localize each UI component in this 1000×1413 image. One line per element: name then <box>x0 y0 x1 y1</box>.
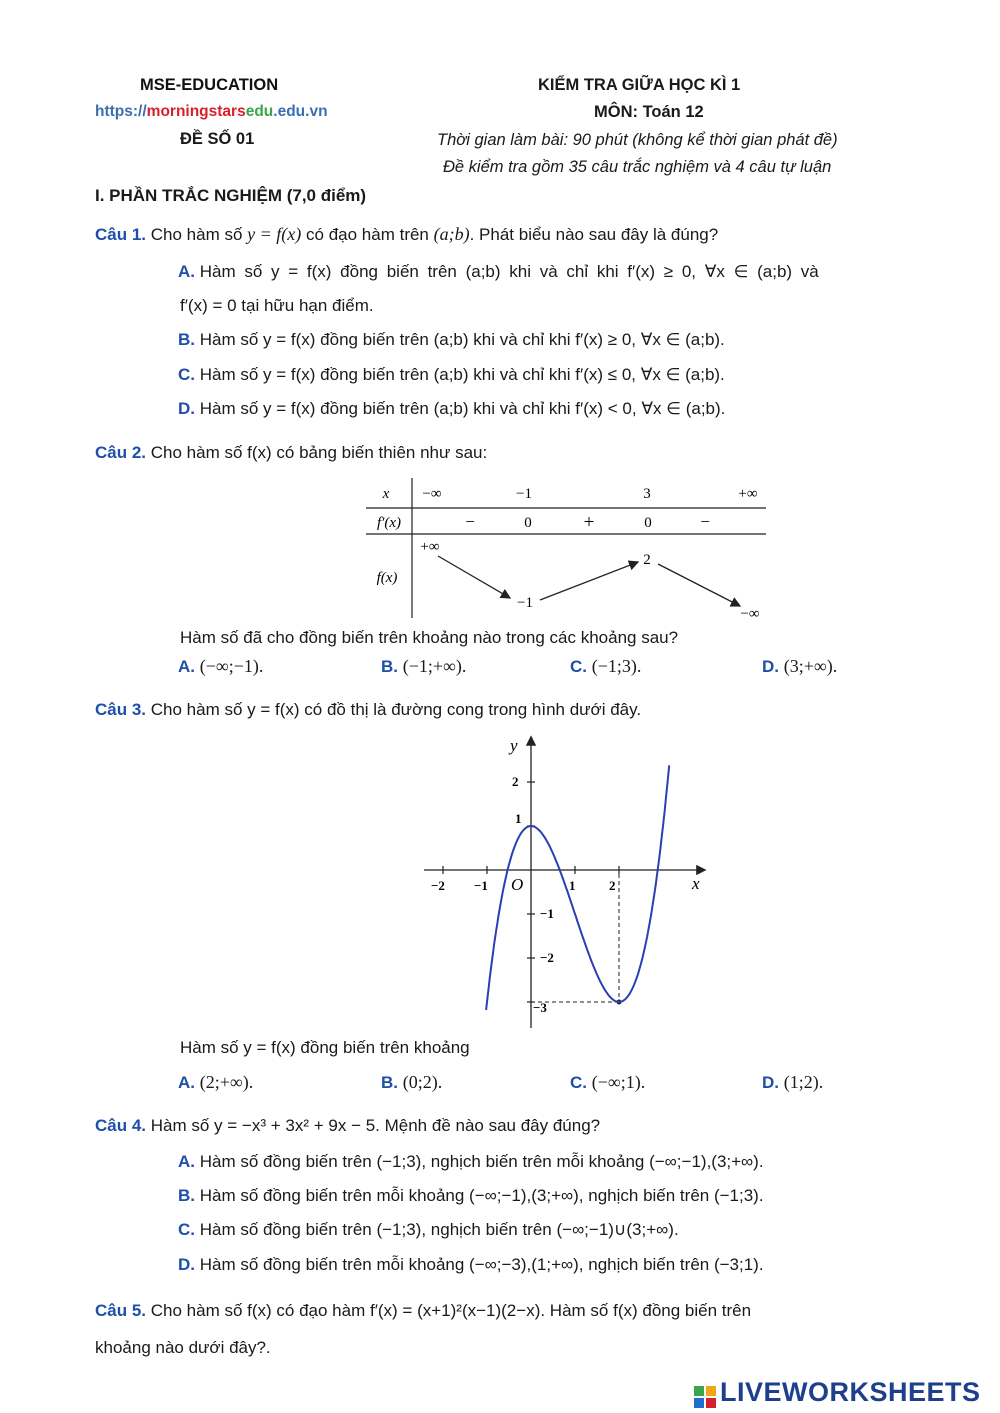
url-brand: morningstars <box>146 103 246 120</box>
table-f-value-3: 2 <box>643 552 651 568</box>
table-arrow-up <box>540 562 638 600</box>
q4-option-a[interactable] <box>178 1152 764 1172</box>
question-1 <box>95 224 718 245</box>
q2-option-b[interactable] <box>381 656 466 677</box>
q4-option-c-text: Hàm số đồng biến trên (−1;3), nghịch biến trên (−∞;−1)∪(3;+∞). <box>199 1220 679 1239</box>
q3-option-c-label: C. <box>570 1073 587 1092</box>
q2-option-a-label: A. <box>178 657 195 676</box>
q4-option-d-text: Hàm số đồng biến trên mỗi khoảng (−∞;−3),(1;+∞), nghịch biến trên (−3;1). <box>199 1255 764 1274</box>
q4-option-d-label: D. <box>178 1255 195 1274</box>
question-4 <box>95 1116 600 1136</box>
url-prefix: https:// <box>95 103 147 120</box>
table-x-value-3: 3 <box>643 486 651 502</box>
org-url[interactable] <box>95 103 328 121</box>
q4-label: Câu 4. <box>95 1116 147 1135</box>
q3-option-a[interactable] <box>178 1072 253 1093</box>
q1-option-b-label: B. <box>178 330 195 349</box>
x-axis-label: x <box>692 874 700 893</box>
x-tick-m1: −1 <box>474 878 488 893</box>
table-sign-3: + <box>583 512 595 533</box>
question-5 <box>95 1301 751 1321</box>
q1-option-a[interactable] <box>178 262 819 282</box>
liveworksheets-logo-text: LIVEWORKSHEETS <box>720 1377 981 1407</box>
exam-time-note: Thời gian làm bài: 90 phút (không kể thời gian phát đề) <box>437 131 838 149</box>
q3-option-a-text: (2;+∞). <box>199 1072 254 1092</box>
q3-option-c-text: (−∞;1). <box>591 1072 646 1092</box>
q2-label: Câu 2. <box>95 443 147 462</box>
q5-line1: Cho hàm số f(x) có đạo hàm f′(x) = (x+1)²(x−1)(2−x). Hàm số f(x) đồng biến trên <box>150 1301 752 1320</box>
q1-text-b: có đạo hàm trên <box>306 225 429 244</box>
table-x-value-2: −1 <box>516 486 532 502</box>
q1-option-c-label: C. <box>178 365 195 384</box>
x-tick-m2: −2 <box>431 878 445 893</box>
q4-option-b[interactable] <box>178 1186 764 1206</box>
q1-interval: (a;b) <box>433 224 470 244</box>
q4-option-d[interactable] <box>178 1255 764 1275</box>
q1-option-a-label: A. <box>178 262 195 281</box>
url-suffix: .edu.vn <box>273 103 328 120</box>
q2-option-c[interactable] <box>570 656 641 677</box>
table-sign-5: − <box>700 512 710 531</box>
q1-option-d[interactable] <box>178 399 725 419</box>
q3-option-b-label: B. <box>381 1073 398 1092</box>
exam-structure-note: Đề kiểm tra gồm 35 câu trắc nghiệm và 4 câu tự luận <box>443 158 832 176</box>
exam-title: KIỂM TRA GIỮA HỌC KÌ 1 <box>538 76 741 94</box>
question-3 <box>95 700 641 720</box>
table-sign-2: 0 <box>524 515 532 531</box>
table-f-value-2: −1 <box>517 595 533 611</box>
q3-text: Cho hàm số y = f(x) có đồ thị là đường cong trong hình dưới đây. <box>150 700 642 719</box>
q1-option-a-cont <box>180 296 374 316</box>
x-tick-2: 2 <box>609 878 616 893</box>
y-tick-m3: −3 <box>533 1000 547 1015</box>
q2-option-c-text: (−1;3). <box>591 656 642 676</box>
q2-option-b-text: (−1;+∞). <box>402 656 467 676</box>
y-axis-label: y <box>510 736 518 755</box>
q3-option-b[interactable] <box>381 1072 442 1093</box>
y-tick-2: 2 <box>512 774 519 789</box>
q1-option-b[interactable] <box>178 330 725 350</box>
q4-option-a-label: A. <box>178 1152 195 1171</box>
q2-option-a[interactable] <box>178 656 263 677</box>
y-tick-m1: −1 <box>540 906 554 921</box>
q4-option-c-label: C. <box>178 1220 195 1239</box>
q4-option-b-label: B. <box>178 1186 195 1205</box>
table-sign-1: − <box>465 512 475 531</box>
q3-option-d-text: (1;2). <box>783 1072 824 1092</box>
org-name: MSE-EDUCATION <box>140 76 279 94</box>
q3-prompt: Hàm số y = f(x) đồng biến trên khoảng <box>180 1038 470 1057</box>
q4-option-c[interactable] <box>178 1220 679 1240</box>
table-fp-label: f′(x) <box>376 515 402 531</box>
q1-expr: y = f(x) <box>247 224 302 244</box>
q1-text-a: Cho hàm số <box>150 225 243 244</box>
q2-prompt: Hàm số đã cho đồng biến trên khoảng nào trong các khoảng sau? <box>180 628 679 647</box>
q1-option-a-line2: f′(x) = 0 tại hữu hạn điểm. <box>180 296 374 315</box>
q1-option-d-text: Hàm số y = f(x) đồng biến trên (a;b) khi và chỉ khi f′(x) < 0, ∀x ∈ (a;b). <box>199 399 726 418</box>
function-graph <box>420 732 710 1032</box>
table-arrow-down-2 <box>658 564 740 606</box>
q2-option-b-label: B. <box>381 657 398 676</box>
q3-option-a-label: A. <box>178 1073 195 1092</box>
q1-option-a-line1: Hàm số y = f(x) đồng biến trên (a;b) khi và chỉ khi f′(x) ≥ 0, ∀x ∈ (a;b) và <box>199 262 819 281</box>
q1-text-c: . Phát biểu nào sau đây là đúng? <box>469 225 719 244</box>
liveworksheets-logo[interactable] <box>694 1377 981 1408</box>
q4-option-b-text: Hàm số đồng biến trên mỗi khoảng (−∞;−1),(3;+∞), nghịch biến trên (−1;3). <box>199 1186 764 1205</box>
q2-option-d-label: D. <box>762 657 779 676</box>
q4-text: Hàm số y = −x³ + 3x² + 9x − 5. Mệnh đề nào sau đây đúng? <box>150 1116 601 1135</box>
q2-option-d[interactable] <box>762 656 837 677</box>
q1-option-c-text: Hàm số y = f(x) đồng biến trên (a;b) khi và chỉ khi f′(x) ≤ 0, ∀x ∈ (a;b). <box>199 365 725 384</box>
q1-option-c[interactable] <box>178 365 725 385</box>
exam-subject: MÔN: Toán 12 <box>594 103 704 121</box>
q5-line2: khoảng nào dưới đây?. <box>95 1338 271 1357</box>
q2-text: Cho hàm số f(x) có bảng biến thiên như sau: <box>150 443 488 462</box>
table-arrow-down-1 <box>438 556 510 598</box>
url-edu: edu <box>245 103 274 120</box>
liveworksheets-logo-icon <box>694 1386 716 1408</box>
q3-option-c[interactable] <box>570 1072 645 1093</box>
table-x-value-1: −∞ <box>422 486 442 502</box>
table-sign-4: 0 <box>644 515 652 531</box>
q3-option-d[interactable] <box>762 1072 823 1093</box>
y-tick-m2: −2 <box>540 950 554 965</box>
q3-label: Câu 3. <box>95 700 147 719</box>
table-x-label: x <box>382 486 390 502</box>
q3-option-d-label: D. <box>762 1073 779 1092</box>
q5-label: Câu 5. <box>95 1301 147 1320</box>
table-x-value-4: +∞ <box>738 486 758 502</box>
q1-option-b-text: Hàm số y = f(x) đồng biến trên (a;b) khi và chỉ khi f′(x) ≥ 0, ∀x ∈ (a;b). <box>199 330 725 349</box>
q2-option-a-text: (−∞;−1). <box>199 656 264 676</box>
table-f-label: f(x) <box>376 570 398 586</box>
q3-option-b-text: (0;2). <box>402 1072 443 1092</box>
origin-label: O <box>511 875 524 894</box>
q1-option-d-label: D. <box>178 399 195 418</box>
table-f-value-4: −∞ <box>740 606 760 622</box>
q2-option-c-label: C. <box>570 657 587 676</box>
x-tick-1: 1 <box>569 878 576 893</box>
variation-table <box>360 478 770 624</box>
table-f-value-1: +∞ <box>420 539 440 555</box>
y-tick-1: 1 <box>515 811 522 826</box>
q1-label: Câu 1. <box>95 225 147 244</box>
question-2 <box>95 443 487 463</box>
q2-option-d-text: (3;+∞). <box>783 656 838 676</box>
section-title: I. PHẦN TRẮC NGHIỆM (7,0 điểm) <box>95 186 367 205</box>
q4-option-a-text: Hàm số đồng biến trên (−1;3), nghịch biến trên mỗi khoảng (−∞;−1),(3;+∞). <box>199 1152 764 1171</box>
exam-code: ĐỀ SỐ 01 <box>180 130 255 148</box>
